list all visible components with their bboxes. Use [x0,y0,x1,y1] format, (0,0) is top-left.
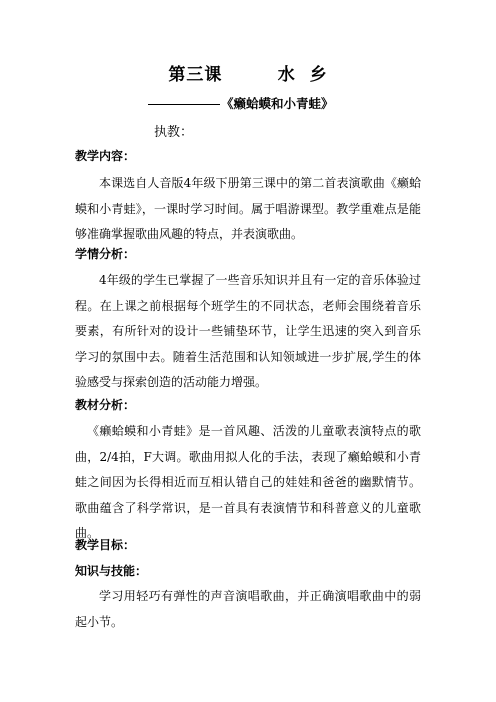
section-heading-content: 教学内容： [75,149,136,163]
section-heading-objectives: 教学目标： [75,538,136,552]
section-text-knowledge-skills: 学习用轻巧有弹性的声音演唱歌曲，并正确演唱歌曲中的弱起小节。 [75,589,421,629]
section-heading-knowledge-skills: 知识与技能： [75,564,148,578]
page-title: 第三课 水 乡 [168,65,328,85]
subtitle-dash-line [148,104,220,105]
section-text-material: 《癞蛤蟆和小青蛙》是一首风趣、活泼的儿童歌表演特点的歌曲，2/4拍，F大调。歌曲用拟人化的手法，表现了癞蛤蟆和小青蛙之间因为长得相近而互相认错自己的娃娃和爸爸的幽默情节。歌曲蕴含了科学常识，是一首具有表演情节和科普意义的儿童歌曲。 [75,424,421,540]
section-text-content: 本课选自人音版4年级下册第三课中的第二首表演歌曲《癞蛤蟆和小青蛙》，一课时学习时间。属于唱游课型。教学重难点是能够准确掌握歌曲风趣的特点，并表演歌曲。 [75,176,421,241]
teacher-label: 执教： [154,125,194,140]
section-text-students: 4年级的学生已掌握了一些音乐知识并且有一定的音乐体验过程。在上课之前根据每个班学生的不同状态，老师会围绕着音乐要素，有所针对的设计一些铺垫环节，让学生迅速的突入到音乐学习的氛围中去。随着生活范围和认知领域进一步扩展,学生的体验感受与探索创造的活动能力增强。 [75,273,421,389]
page-subtitle [148,94,334,112]
subtitle-text: 《癞蛤蟆和小青蛙》 [221,96,334,111]
section-heading-students: 学情分析： [75,247,136,261]
section-heading-material: 教材分析： [75,398,136,412]
